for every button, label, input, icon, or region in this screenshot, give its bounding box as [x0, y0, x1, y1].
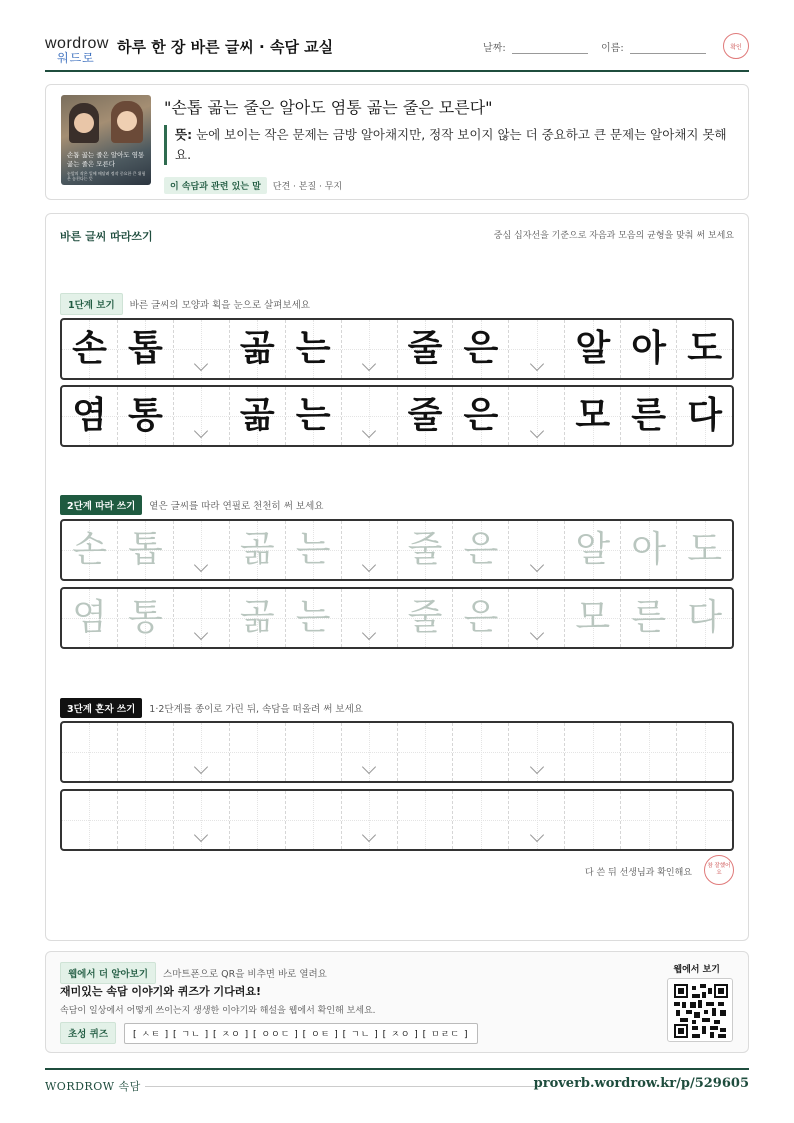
grid-char: 른 [631, 395, 667, 436]
web-description: 속담이 일상에서 어떻게 쓰이는지 생생한 이야기와 해설을 웹에서 확인해 보세요. [60, 1006, 376, 1016]
space-mark-icon [530, 558, 544, 572]
footer-brand: WORDROW 속담 [45, 1080, 141, 1093]
space-cell[interactable] [342, 589, 398, 647]
grid-cell [62, 320, 118, 378]
grid-cell [62, 387, 118, 445]
grid-cell[interactable] [398, 791, 454, 849]
space-cell[interactable] [342, 723, 398, 781]
grid-char: 손 [72, 529, 107, 570]
step-3-text: 1·2단계를 종이로 가린 뒤, 속담을 떠올려 써 보세요 [149, 704, 363, 715]
grid-cell[interactable] [565, 723, 621, 781]
page-title: 하루 한 장 바른 글씨 · 속담 교실 [117, 38, 334, 56]
grid-char: 줄 [407, 328, 443, 369]
trace-row-1[interactable] [60, 519, 734, 581]
space-mark-icon [194, 760, 208, 774]
grid-cell [621, 387, 677, 445]
space-cell[interactable] [174, 791, 230, 849]
qr-label: 웹에서 보기 [673, 965, 720, 975]
quiz-text: [ ㅅㅌ ] [ ㄱㄴ ] [ ㅈㅇ ] [ ㅇㅇㄷ ] [ ㅇㅌ ] [ ㄱㄴ ] [ ㅈㅇ ] [ ㅁㄹㄷ ] [124, 1023, 477, 1044]
done-text: 다 쓴 뒤 선생님과 확인해요 [584, 868, 692, 878]
grid-cell[interactable] [398, 521, 454, 579]
space-mark-icon [194, 828, 208, 842]
meaning-text: 눈에 보이는 작은 문제는 금방 알아채지만, 정작 보이지 않는 더 중요하고 큰 문제는 알아채지 못해요. [175, 127, 727, 162]
web-badge-hint: 스마트폰으로 QR을 비추면 바로 열려요 [163, 969, 327, 980]
illustration-face-1 [74, 113, 94, 133]
related-words-text: 단견 · 본질 · 무지 [272, 182, 343, 192]
space-mark-icon [530, 424, 544, 438]
grid-char: 모 [575, 597, 611, 638]
web-top [60, 962, 327, 984]
grid-cell[interactable] [286, 521, 342, 579]
name-line[interactable] [630, 42, 706, 54]
view-row-1 [60, 318, 734, 380]
view-row-2 [60, 385, 734, 447]
related-words [164, 177, 342, 194]
qr-code[interactable] [667, 978, 733, 1042]
grid-char: 은 [463, 328, 499, 369]
grid-char: 톱 [127, 328, 163, 369]
grid-char: 줄 [407, 395, 443, 436]
step-2-badge: 2단계 따라 쓰기 [60, 495, 142, 515]
space-cell[interactable] [342, 791, 398, 849]
web-badge: 웹에서 더 알아보기 [60, 962, 156, 984]
space-cell[interactable] [174, 723, 230, 781]
grid-char: 곪 [239, 328, 275, 369]
practice-title: 바른 글씨 따라쓰기 [60, 230, 153, 243]
step-1-text: 바른 글씨의 모양과 획을 눈으로 살펴보세요 [129, 300, 310, 311]
date-line[interactable] [512, 42, 588, 54]
grid-char: 다 [687, 597, 722, 638]
grid-cell [230, 320, 286, 378]
grid-char: 곪 [239, 529, 275, 570]
grid-cell[interactable] [62, 521, 118, 579]
name-label: 이름: [601, 43, 624, 54]
space-mark-icon [362, 760, 376, 774]
grid-cell [230, 387, 286, 445]
step-3 [60, 698, 363, 718]
blank-row-2[interactable] [60, 789, 734, 851]
quiz-badge: 초성 퀴즈 [60, 1022, 116, 1044]
proverb-meaning [164, 125, 734, 165]
check-stamp-text: 확인 [730, 43, 742, 51]
grid-char: 은 [463, 597, 499, 638]
grid-char: 다 [687, 395, 722, 436]
footer-divider [145, 1086, 537, 1087]
grid-cell[interactable] [677, 589, 732, 647]
space-cell [509, 387, 565, 445]
illustration-face-2 [117, 111, 137, 131]
grid-cell[interactable] [230, 521, 286, 579]
space-mark-icon [194, 558, 208, 572]
check-stamp [723, 33, 749, 59]
logo-main: wordrow [45, 35, 109, 52]
grid-char: 곪 [239, 395, 275, 436]
grid-cell[interactable] [565, 791, 621, 849]
space-mark-icon [362, 558, 376, 572]
step-1-badge: 1단계 보기 [60, 293, 123, 315]
space-mark-icon [530, 357, 544, 371]
grid-char: 염 [72, 597, 107, 638]
space-cell[interactable] [174, 521, 230, 579]
grid-cell[interactable] [677, 791, 732, 849]
space-cell[interactable] [509, 791, 565, 849]
grid-char: 톱 [127, 529, 163, 570]
step-3-badge: 3단계 혼자 쓰기 [60, 698, 142, 718]
grid-char: 곪 [239, 597, 275, 638]
illustration-caption: 손톱 곪는 줄은 알아도 염통 곪는 줄은 모른다 [67, 151, 145, 168]
logo [45, 35, 109, 65]
grid-char: 는 [295, 529, 331, 570]
space-mark-icon [530, 828, 544, 842]
grid-cell[interactable] [453, 791, 509, 849]
space-cell[interactable] [509, 723, 565, 781]
grid-cell [621, 320, 677, 378]
grid-cell[interactable] [62, 723, 118, 781]
grid-char: 줄 [407, 529, 443, 570]
space-cell [509, 320, 565, 378]
date-label: 날짜: [483, 43, 506, 54]
grid-char: 아 [631, 328, 667, 369]
grid-cell [286, 320, 342, 378]
grid-cell[interactable] [453, 723, 509, 781]
grid-cell [286, 387, 342, 445]
step-2 [60, 495, 323, 515]
grid-char: 모 [575, 395, 611, 436]
chosung-quiz [60, 1022, 478, 1044]
done-stamp [704, 855, 734, 885]
grid-cell[interactable] [621, 791, 677, 849]
space-cell[interactable] [509, 589, 565, 647]
trace-row-2[interactable] [60, 587, 734, 649]
grid-cell [118, 387, 174, 445]
space-mark-icon [362, 357, 376, 371]
grid-cell [677, 320, 732, 378]
logo-sub: 워드로 [57, 51, 95, 65]
grid-cell[interactable] [118, 791, 174, 849]
grid-cell [398, 387, 454, 445]
grid-cell[interactable] [286, 589, 342, 647]
step-1 [60, 293, 310, 315]
grid-char: 은 [463, 529, 499, 570]
grid-cell[interactable] [621, 521, 677, 579]
grid-cell[interactable] [286, 723, 342, 781]
grid-char: 염 [72, 395, 107, 436]
grid-cell [453, 320, 509, 378]
done-stamp-text: 참 잘했어요 [707, 863, 731, 876]
grid-char: 도 [687, 529, 722, 570]
footer-url[interactable]: proverb.wordrow.kr/p/529605 [533, 1076, 749, 1091]
grid-char: 아 [631, 529, 667, 570]
practice-panel [45, 213, 749, 941]
grid-cell[interactable] [453, 521, 509, 579]
blank-row-1[interactable] [60, 721, 734, 783]
grid-cell[interactable] [621, 723, 677, 781]
proverb-illustration [61, 95, 151, 185]
grid-char: 는 [295, 395, 331, 436]
practice-hint: 중심 십자선을 기준으로 자음과 모음의 균형을 맞춰 써 보세요 [493, 231, 734, 241]
grid-cell [398, 320, 454, 378]
grid-cell [453, 387, 509, 445]
grid-char: 통 [127, 395, 163, 436]
space-mark-icon [530, 760, 544, 774]
meaning-label: 뜻: [175, 127, 193, 142]
grid-cell[interactable] [230, 589, 286, 647]
space-cell[interactable] [509, 521, 565, 579]
grid-cell[interactable] [286, 791, 342, 849]
web-section [45, 951, 749, 1053]
grid-char: 알 [575, 328, 611, 369]
step-2-text: 옅은 글씨를 따라 연필로 천천히 써 보세요 [149, 501, 324, 512]
grid-char: 른 [631, 597, 667, 638]
name-field[interactable] [601, 39, 706, 54]
space-cell [342, 387, 398, 445]
grid-cell[interactable] [62, 791, 118, 849]
grid-cell[interactable] [230, 723, 286, 781]
space-cell[interactable] [174, 589, 230, 647]
grid-cell[interactable] [398, 723, 454, 781]
illustration-small-caption: 눈앞의 작은 일에 매달려 정작 중요한 큰 위험은 놓친다는 뜻 [67, 171, 146, 181]
related-chip: 이 속담과 관련 있는 말 [164, 177, 267, 194]
grid-cell[interactable] [118, 521, 174, 579]
space-cell[interactable] [342, 521, 398, 579]
page-footer [45, 1068, 749, 1098]
space-cell [174, 387, 230, 445]
grid-cell[interactable] [621, 589, 677, 647]
grid-cell [565, 387, 621, 445]
grid-cell[interactable] [565, 589, 621, 647]
space-mark-icon [194, 357, 208, 371]
grid-cell[interactable] [565, 521, 621, 579]
space-cell [174, 320, 230, 378]
web-headline: 재미있는 속담 이야기와 퀴즈가 기다려요! [60, 985, 261, 998]
grid-cell[interactable] [677, 521, 732, 579]
space-mark-icon [194, 424, 208, 438]
grid-cell[interactable] [118, 723, 174, 781]
page-header [45, 30, 749, 72]
grid-char: 도 [687, 328, 722, 369]
space-mark-icon [362, 828, 376, 842]
proverb-card [45, 84, 749, 200]
grid-cell[interactable] [62, 589, 118, 647]
space-mark-icon [362, 424, 376, 438]
space-cell [342, 320, 398, 378]
grid-cell[interactable] [453, 589, 509, 647]
qr-code-icon [674, 984, 728, 1038]
grid-cell[interactable] [118, 589, 174, 647]
grid-char: 는 [295, 328, 331, 369]
grid-char: 손 [72, 328, 107, 369]
grid-cell [118, 320, 174, 378]
space-mark-icon [194, 626, 208, 640]
space-mark-icon [530, 626, 544, 640]
date-field[interactable] [483, 39, 588, 54]
grid-char: 알 [575, 529, 611, 570]
grid-cell [565, 320, 621, 378]
proverb-quote: "손톱 곪는 줄은 알아도 염통 곪는 줄은 모른다" [164, 98, 493, 117]
grid-cell[interactable] [230, 791, 286, 849]
grid-char: 통 [127, 597, 163, 638]
grid-char: 은 [463, 395, 499, 436]
grid-cell [677, 387, 732, 445]
grid-cell[interactable] [677, 723, 732, 781]
grid-cell[interactable] [398, 589, 454, 647]
space-mark-icon [362, 626, 376, 640]
grid-char: 는 [295, 597, 331, 638]
grid-char: 줄 [407, 597, 443, 638]
